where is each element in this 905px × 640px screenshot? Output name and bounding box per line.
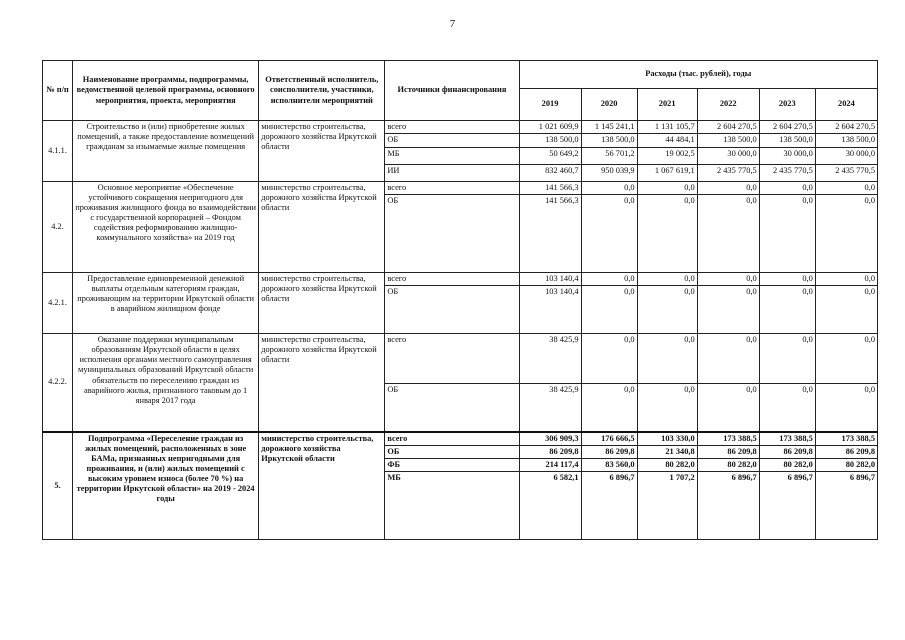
value-cell: 86 209,8 [815, 445, 877, 458]
source-cell: ОБ [385, 286, 519, 334]
value-cell: 0,0 [637, 182, 697, 195]
source-cell: ОБ [385, 445, 519, 458]
value-cell: 86 209,8 [759, 445, 815, 458]
value-cell: 0,0 [759, 182, 815, 195]
value-cell: 83 560,0 [581, 458, 637, 471]
value-cell: 214 117,4 [519, 458, 581, 471]
value-cell: 0,0 [759, 273, 815, 286]
value-cell: 30 000,0 [697, 148, 759, 165]
row-number: 4.1.1. [43, 121, 73, 182]
source-cell: ФБ [385, 458, 519, 471]
value-cell: 6 896,7 [581, 471, 637, 539]
value-cell: 2 604 270,5 [759, 121, 815, 134]
page-number: 7 [449, 18, 456, 30]
value-cell: 56 701,2 [581, 148, 637, 165]
row-responsible: министерство строительства, дорожного хозяйства Иркутской области [259, 273, 385, 334]
value-cell: 138 500,0 [581, 134, 637, 148]
value-cell: 6 582,1 [519, 471, 581, 539]
source-cell: всего [385, 432, 519, 446]
value-cell: 0,0 [637, 286, 697, 334]
value-cell: 30 000,0 [815, 148, 877, 165]
value-cell: 0,0 [581, 273, 637, 286]
source-cell: МБ [385, 471, 519, 539]
value-cell: 0,0 [581, 286, 637, 334]
row-number: 4.2. [43, 182, 73, 273]
row-number: 4.2.2. [43, 334, 73, 432]
row-responsible: министерство строительства, дорожного хозяйства Иркутской области [259, 432, 385, 540]
header-year: 2024 [815, 89, 877, 121]
row-name: Строительство и (или) приобретение жилых помещений, а также предоставление возмещений гражданам за изымаемые жилые помещения [73, 121, 259, 182]
value-cell: 1 707,2 [637, 471, 697, 539]
value-cell: 103 140,4 [519, 273, 581, 286]
row-number: 5. [43, 432, 73, 540]
value-cell: 2 435 770,5 [815, 165, 877, 182]
value-cell: 0,0 [815, 182, 877, 195]
table-row [43, 334, 878, 384]
value-cell: 103 140,4 [519, 286, 581, 334]
table-row [43, 432, 878, 446]
value-cell: 38 425,9 [519, 384, 581, 432]
value-cell: 0,0 [637, 195, 697, 273]
value-cell: 138 500,0 [759, 134, 815, 148]
table-row [43, 273, 878, 286]
source-cell: ОБ [385, 195, 519, 273]
table-row [43, 121, 878, 134]
value-cell: 0,0 [697, 286, 759, 334]
value-cell: 0,0 [697, 195, 759, 273]
value-cell: 0,0 [637, 273, 697, 286]
value-cell: 2 435 770,5 [697, 165, 759, 182]
value-cell: 0,0 [581, 384, 637, 432]
value-cell: 38 425,9 [519, 334, 581, 384]
value-cell: 0,0 [581, 195, 637, 273]
value-cell: 6 896,7 [759, 471, 815, 539]
value-cell: 0,0 [581, 182, 637, 195]
value-cell: 141 566,3 [519, 195, 581, 273]
source-cell: всего [385, 121, 519, 134]
value-cell: 0,0 [581, 334, 637, 384]
row-name: Подпрограмма «Переселение граждан из жилых помещений, расположенных в зоне БАМа, признанных непригодными для проживания, и (или) жилых помещений с высоким уровнем износа (более 70 %) на территории Иркутской области» на 2019 - 2024 годы [73, 432, 259, 540]
financing-table [42, 60, 878, 540]
value-cell: 1 145 241,1 [581, 121, 637, 134]
value-cell: 173 388,5 [759, 432, 815, 446]
value-cell: 80 282,0 [815, 458, 877, 471]
header-year: 2022 [697, 89, 759, 121]
header-year: 2019 [519, 89, 581, 121]
header-sources: Источники финансирования [385, 61, 519, 121]
row-number: 4.2.1. [43, 273, 73, 334]
header-expenses: Расходы (тыс. рублей), годы [519, 61, 878, 89]
value-cell: 950 039,9 [581, 165, 637, 182]
row-responsible: министерство строительства, дорожного хозяйства Иркутской области [259, 182, 385, 273]
table-row [43, 182, 878, 195]
value-cell: 138 500,0 [815, 134, 877, 148]
value-cell: 44 484,1 [637, 134, 697, 148]
value-cell: 80 282,0 [697, 458, 759, 471]
value-cell: 6 896,7 [815, 471, 877, 539]
value-cell: 0,0 [637, 384, 697, 432]
header-year: 2020 [581, 89, 637, 121]
value-cell: 2 604 270,5 [697, 121, 759, 134]
value-cell: 1 131 105,7 [637, 121, 697, 134]
value-cell: 832 460,7 [519, 165, 581, 182]
value-cell: 50 649,2 [519, 148, 581, 165]
value-cell: 0,0 [637, 334, 697, 384]
source-cell: ИИ [385, 165, 519, 182]
value-cell: 173 388,5 [815, 432, 877, 446]
value-cell: 1 021 609,9 [519, 121, 581, 134]
header-year: 2021 [637, 89, 697, 121]
value-cell: 141 566,3 [519, 182, 581, 195]
value-cell: 2 435 770,5 [759, 165, 815, 182]
value-cell: 21 340,8 [637, 445, 697, 458]
header-year: 2023 [759, 89, 815, 121]
value-cell: 86 209,8 [581, 445, 637, 458]
row-responsible: министерство строительства, дорожного хозяйства Иркутской области [259, 121, 385, 182]
value-cell: 0,0 [697, 334, 759, 384]
value-cell: 138 500,0 [519, 134, 581, 148]
source-cell: всего [385, 334, 519, 384]
value-cell: 0,0 [697, 273, 759, 286]
source-cell: всего [385, 273, 519, 286]
value-cell: 0,0 [759, 195, 815, 273]
value-cell: 2 604 270,5 [815, 121, 877, 134]
value-cell: 86 209,8 [519, 445, 581, 458]
value-cell: 86 209,8 [697, 445, 759, 458]
row-name: Основное мероприятие «Обеспечение устойчивого сокращения непригодного для проживания жилищного фонда во взаимодействии с государственной корпорацией – Фондом содействия реформированию жилищно-коммунального хозяйства» на 2019 год [73, 182, 259, 273]
value-cell: 0,0 [759, 286, 815, 334]
header-name: Наименование программы, подпрограммы, ведомственной целевой программы, основного мероприятия, проекта, мероприятия [73, 61, 259, 121]
source-cell: всего [385, 182, 519, 195]
value-cell: 0,0 [759, 384, 815, 432]
value-cell: 306 909,3 [519, 432, 581, 446]
value-cell: 0,0 [815, 384, 877, 432]
value-cell: 176 666,5 [581, 432, 637, 446]
value-cell: 19 002,5 [637, 148, 697, 165]
value-cell: 0,0 [815, 334, 877, 384]
value-cell: 80 282,0 [759, 458, 815, 471]
row-name: Оказание поддержки муниципальным образованиям Иркутской области в целях исполнения органами местного самоуправления муниципальных образований Иркутской области обязательств по переселению граждан из аварийного жилья, признанного таковым до 1 января 2017 года [73, 334, 259, 432]
value-cell: 30 000,0 [759, 148, 815, 165]
source-cell: ОБ [385, 384, 519, 432]
value-cell: 1 067 619,1 [637, 165, 697, 182]
header-responsible: Ответственный исполнитель, соисполнители, участники, исполнители мероприятий [259, 61, 385, 121]
value-cell: 0,0 [815, 286, 877, 334]
value-cell: 6 896,7 [697, 471, 759, 539]
source-cell: ОБ [385, 134, 519, 148]
value-cell: 0,0 [697, 384, 759, 432]
value-cell: 103 330,0 [637, 432, 697, 446]
source-cell: МБ [385, 148, 519, 165]
value-cell: 173 388,5 [697, 432, 759, 446]
value-cell: 138 500,0 [697, 134, 759, 148]
value-cell: 0,0 [759, 334, 815, 384]
row-name: Предоставление единовременной денежной выплаты отдельным категориям граждан, проживающим на территории Иркутской области в аварийном жилищном фонде [73, 273, 259, 334]
value-cell: 0,0 [697, 182, 759, 195]
value-cell: 0,0 [815, 195, 877, 273]
value-cell: 80 282,0 [637, 458, 697, 471]
row-responsible: министерство строительства, дорожного хозяйства Иркутской области [259, 334, 385, 432]
value-cell: 0,0 [815, 273, 877, 286]
header-num: № п/п [43, 61, 73, 121]
